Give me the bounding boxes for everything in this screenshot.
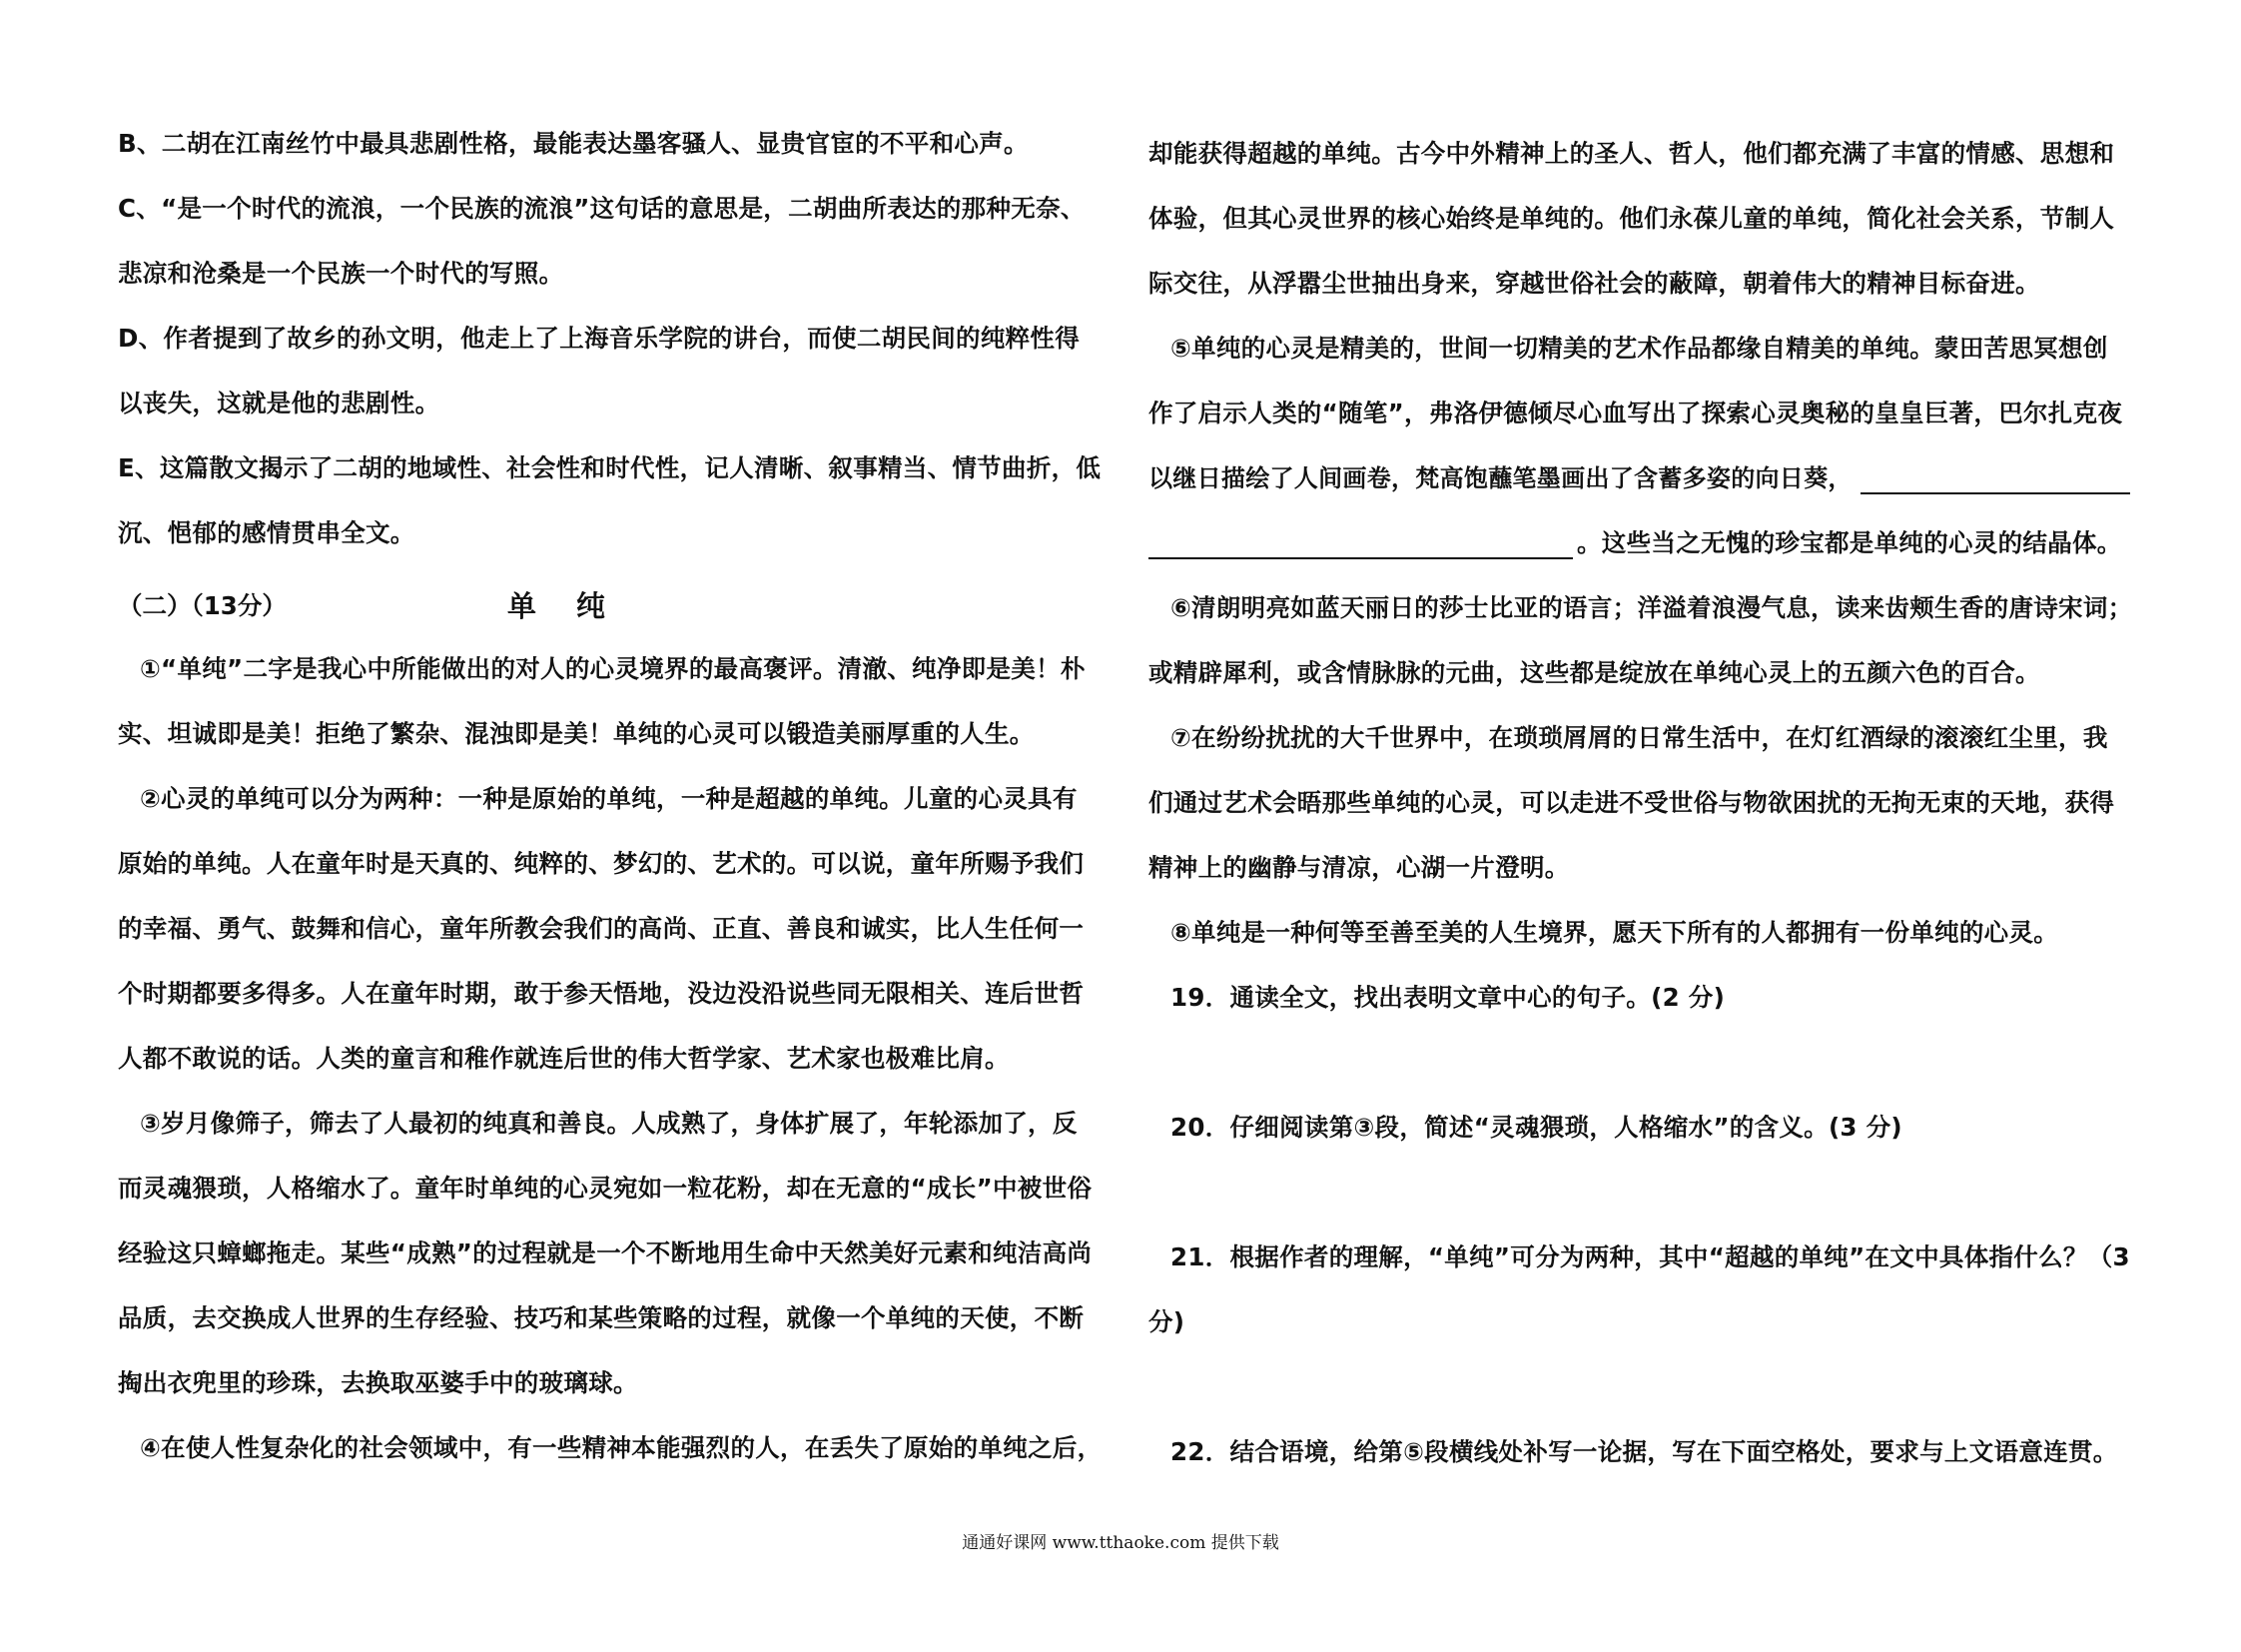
section-label: （二）（13分） [118, 591, 287, 620]
body-line: ⑧单纯是一种何等至善至美的人生境界，愿天下所有的人都拥有一份单纯的心灵。 [1170, 918, 2059, 947]
question-20: 20．仔细阅读第③段，简述“灵魂猥琐，人格缩水”的含义。(3 分) [1170, 1113, 1902, 1142]
option-e-line-2: 沉、悒郁的感情贯串全文。 [118, 518, 415, 547]
body-text: 。这些当之无愧的珍宝都是单纯的心灵的结晶体。 [1577, 528, 2122, 557]
question-19: 19．通读全文，找出表明文章中心的句子。(2 分) [1170, 983, 1726, 1012]
body-line: 个时期都要多得多。人在童年时期，敢于参天悟地，没边没沿说些同无限相关、连后世哲 [118, 979, 1085, 1008]
body-line: 精神上的幽静与清凉，心湖一片澄明。 [1148, 853, 1570, 882]
body-line: ③岁月像筛子，筛去了人最初的纯真和善良。人成熟了，身体扩展了，年轮添加了，反 [140, 1109, 1078, 1138]
body-line: 却能获得超越的单纯。古今中外精神上的圣人、哲人，他们都充满了丰富的情感、思想和 [1148, 139, 2115, 168]
body-line: 原始的单纯。人在童年时是天真的、纯粹的、梦幻的、艺术的。可以说，童年所赐予我们 [118, 849, 1085, 878]
body-line: 际交往，从浮嚣尘世抽出身来，穿越世俗社会的蔽障，朝着伟大的精神目标奋进。 [1148, 269, 2040, 298]
body-line-with-blank [1148, 527, 2122, 559]
article-title: 单纯 [507, 589, 646, 623]
body-line-with-blank [1148, 462, 2130, 494]
body-line: 经验这只蟑螂拖走。某些“成熟”的过程就是一个不断地用生命中天然美好元素和纯洁高尚 [118, 1239, 1093, 1267]
body-line: ⑥清朗明亮如蓝天丽日的莎士比亚的语言；洋溢着浪漫气息，读来齿颊生香的唐诗宋词； [1170, 593, 2133, 622]
body-line: 体验，但其心灵世界的核心始终是单纯的。他们永葆儿童的单纯，简化社会关系，节制人 [1148, 204, 2115, 233]
option-c-line-1: C、“是一个时代的流浪，一个民族的流浪”这句话的意思是，二胡曲所表达的那种无奈、 [118, 194, 1086, 223]
fill-in-blank [1861, 466, 2130, 494]
body-line: 而灵魂猥琐，人格缩水了。童年时单纯的心灵宛如一粒花粉，却在无意的“成长”中被世俗 [118, 1174, 1093, 1203]
question-21-continued: 分) [1148, 1307, 1185, 1336]
option-d-line-2: 以丧失，这就是他的悲剧性。 [118, 389, 440, 417]
question-21: 21．根据作者的理解，“单纯”可分为两种，其中“超越的单纯”在文中具体指什么？（3 [1170, 1242, 2130, 1271]
body-text: 以继日描绘了人间画卷，梵高饱蘸笔墨画出了含蓄多姿的向日葵， [1148, 464, 1853, 492]
body-line: ⑦在纷纷扰扰的大千世界中，在琐琐屑屑的日常生活中，在灯红酒绿的滚滚红尘里，我 [1170, 723, 2108, 752]
body-line: 的幸福、勇气、鼓舞和信心，童年所教会我们的高尚、正直、善良和诚实，比人生任何一 [118, 914, 1085, 943]
body-line: ④在使人性复杂化的社会领域中，有一些精神本能强烈的人，在丢失了原始的单纯之后， [140, 1433, 1103, 1462]
body-line: 作了启示人类的“随笔”，弗洛伊德倾尽心血写出了探索心灵奥秘的皇皇巨著，巴尔扎克夜 [1148, 399, 2123, 427]
question-22: 22．结合语境，给第⑤段横线处补写一论据，写在下面空格处，要求与上文语意连贯。 [1170, 1437, 2118, 1466]
body-line: ⑤单纯的心灵是精美的，世间一切精美的艺术作品都缘自精美的单纯。蒙田苦思冥想创 [1170, 334, 2108, 363]
body-line: 掏出衣兜里的珍珠，去换取巫婆手中的玻璃球。 [118, 1368, 638, 1397]
fill-in-blank [1148, 531, 1573, 559]
body-line: 品质，去交换成人世界的生存经验、技巧和某些策略的过程，就像一个单纯的天使，不断 [118, 1303, 1085, 1332]
body-line: ②心灵的单纯可以分为两种：一种是原始的单纯，一种是超越的单纯。儿童的心灵具有 [140, 784, 1078, 813]
body-line: 实、坦诚即是美！拒绝了繁杂、混浊即是美！单纯的心灵可以锻造美丽厚重的人生。 [118, 719, 1035, 748]
page-footer: 通通好课网 www.tthaoke.com 提供下载 [962, 1533, 1279, 1553]
body-line: 人都不敢说的话。人类的童言和稚作就连后世的伟大哲学家、艺术家也极难比肩。 [118, 1044, 1010, 1073]
body-line: 们通过艺术会晤那些单纯的心灵，可以走进不受世俗与物欲困扰的无拘无束的天地，获得 [1148, 788, 2115, 817]
body-line: 或精辟犀利，或含情脉脉的元曲，这些都是绽放在单纯心灵上的五颜六色的百合。 [1148, 658, 2040, 687]
body-line: ①“单纯”二字是我心中所能做出的对人的心灵境界的最高褒评。清澈、纯净即是美！朴 [140, 654, 1086, 683]
section-heading [118, 589, 646, 623]
option-e-line-1: E、这篇散文揭示了二胡的地域性、社会性和时代性，记人清晰、叙事精当、情节曲折，低 [118, 453, 1102, 482]
option-b-line: B、二胡在江南丝竹中最具悲剧性格，最能表达墨客骚人、显贵官宦的不平和心声。 [118, 129, 1029, 158]
option-c-line-2: 悲凉和沧桑是一个民族一个时代的写照。 [118, 259, 564, 288]
option-d-line-1: D、作者提到了故乡的孙文明，他走上了上海音乐学院的讲台，而使二胡民间的纯粹性得 [118, 324, 1081, 353]
